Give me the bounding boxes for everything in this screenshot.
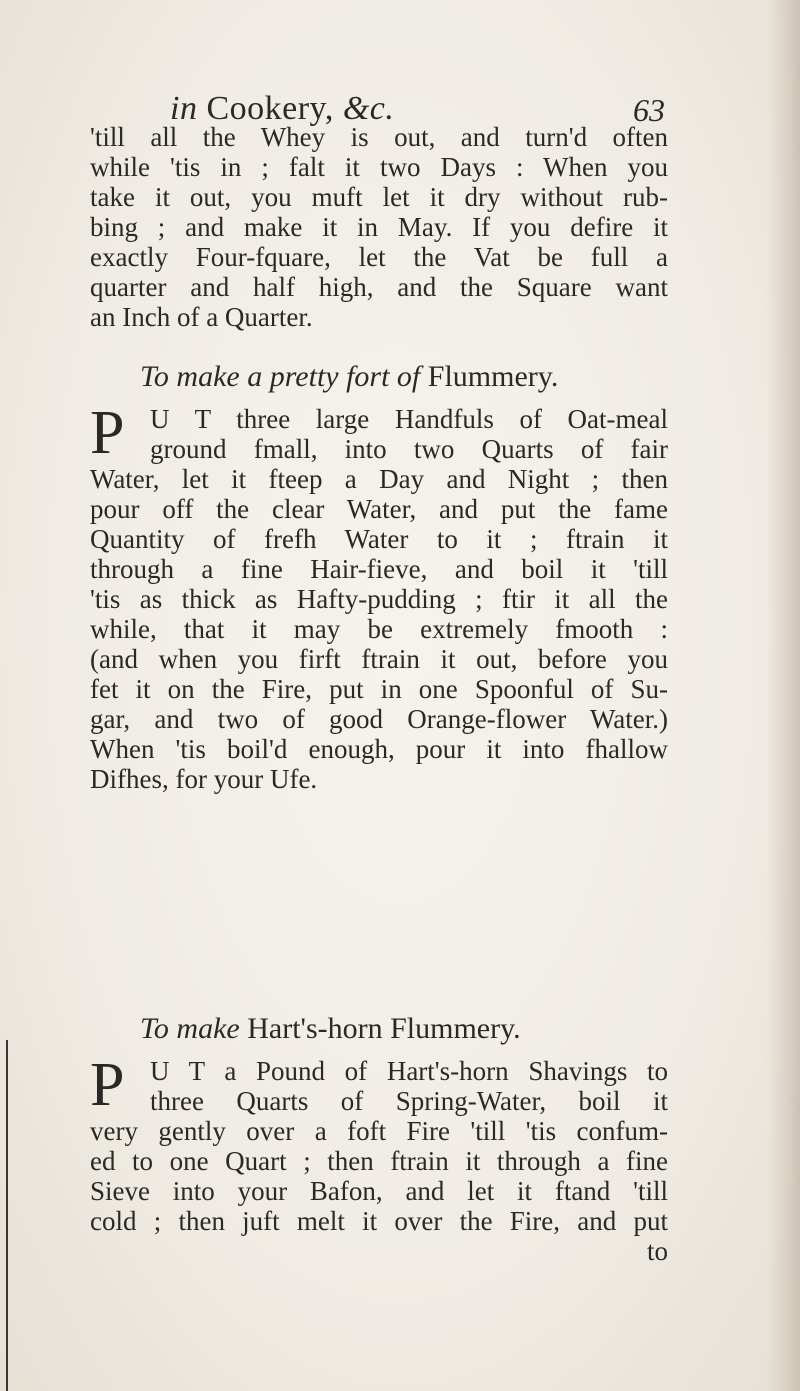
running-title-suffix: &c. <box>342 90 395 127</box>
text-line: cold ; then juft melt it over the Fire, and put <box>90 1206 668 1236</box>
running-title-prefix: in <box>170 90 198 127</box>
text-line: Water, let it fteep a Day and Night ; then <box>90 464 668 494</box>
binding-edge <box>6 1040 8 1391</box>
text-line: ground fmall, into two Quarts of fair <box>150 434 668 464</box>
text-line: U T a Pound of Hart's-horn Shavings to <box>150 1056 668 1086</box>
text-line: 'tis as thick as Hafty-pudding ; ftir it all the <box>90 584 668 614</box>
text-line: When 'tis boil'd enough, pour it into fhallow <box>90 734 668 764</box>
text-line: gar, and two of good Orange-flower Water.) <box>90 704 668 734</box>
page-edge-shadow <box>766 0 800 1391</box>
text-line: while, that it may be extremely fmooth : <box>90 614 668 644</box>
heading-italic: To make a pretty fort of <box>140 360 428 393</box>
text-line: take it out, you muft let it dry without rub- <box>90 182 668 212</box>
recipe-body <box>90 464 668 794</box>
catchword: to <box>646 1236 668 1266</box>
text-line: three Quarts of Spring-Water, boil it <box>150 1086 668 1116</box>
page-number: 63 <box>633 92 665 128</box>
running-title-main: Cookery, <box>197 90 343 127</box>
text-line: pour off the clear Water, and put the fame <box>90 494 668 524</box>
drop-cap: P <box>90 399 125 467</box>
text-line: Sieve into your Bafon, and let it ftand 'till <box>90 1176 668 1206</box>
text-line: exactly Four-fquare, let the Vat be full a <box>90 242 668 272</box>
text-line: bing ; and make it in May. If you defire it <box>90 212 668 242</box>
heading-roman: Flummery. <box>427 360 559 393</box>
text-line: through a fine Hair-fieve, and boil it 'till <box>90 554 668 584</box>
text-line: quarter and half high, and the Square want <box>90 272 668 302</box>
text-line: 'till all the Whey is out, and turn'd often <box>90 122 668 152</box>
recipe-heading <box>140 360 660 394</box>
text-line: U T three large Handfuls of Oat-meal <box>150 404 668 434</box>
drop-cap: P <box>90 1051 125 1119</box>
text-line: while 'tis in ; falt it two Days : When you <box>90 152 668 182</box>
recipe-opening <box>150 404 668 464</box>
text-line: fet it on the Fire, put in one Spoonful of Su- <box>90 674 668 704</box>
heading-roman: Hart's-horn Flummery. <box>247 1012 521 1045</box>
text-line: Quantity of frefh Water to it ; ftrain it <box>90 524 668 554</box>
text-line: ed to one Quart ; then ftrain it through a fine <box>90 1146 668 1176</box>
heading-italic: To make <box>140 1012 248 1045</box>
recipe-heading <box>140 1012 660 1046</box>
text-line: Difhes, for your Ufe. <box>90 764 318 794</box>
text-line: very gently over a foft Fire 'till 'tis confum- <box>90 1116 668 1146</box>
recipe-opening <box>150 1056 668 1116</box>
text-line: (and when you firft ftrain it out, before you <box>90 644 668 674</box>
recipe-body <box>90 1116 668 1266</box>
text-line: an Inch of a Quarter. <box>90 302 313 332</box>
paragraph-continued <box>90 122 668 332</box>
